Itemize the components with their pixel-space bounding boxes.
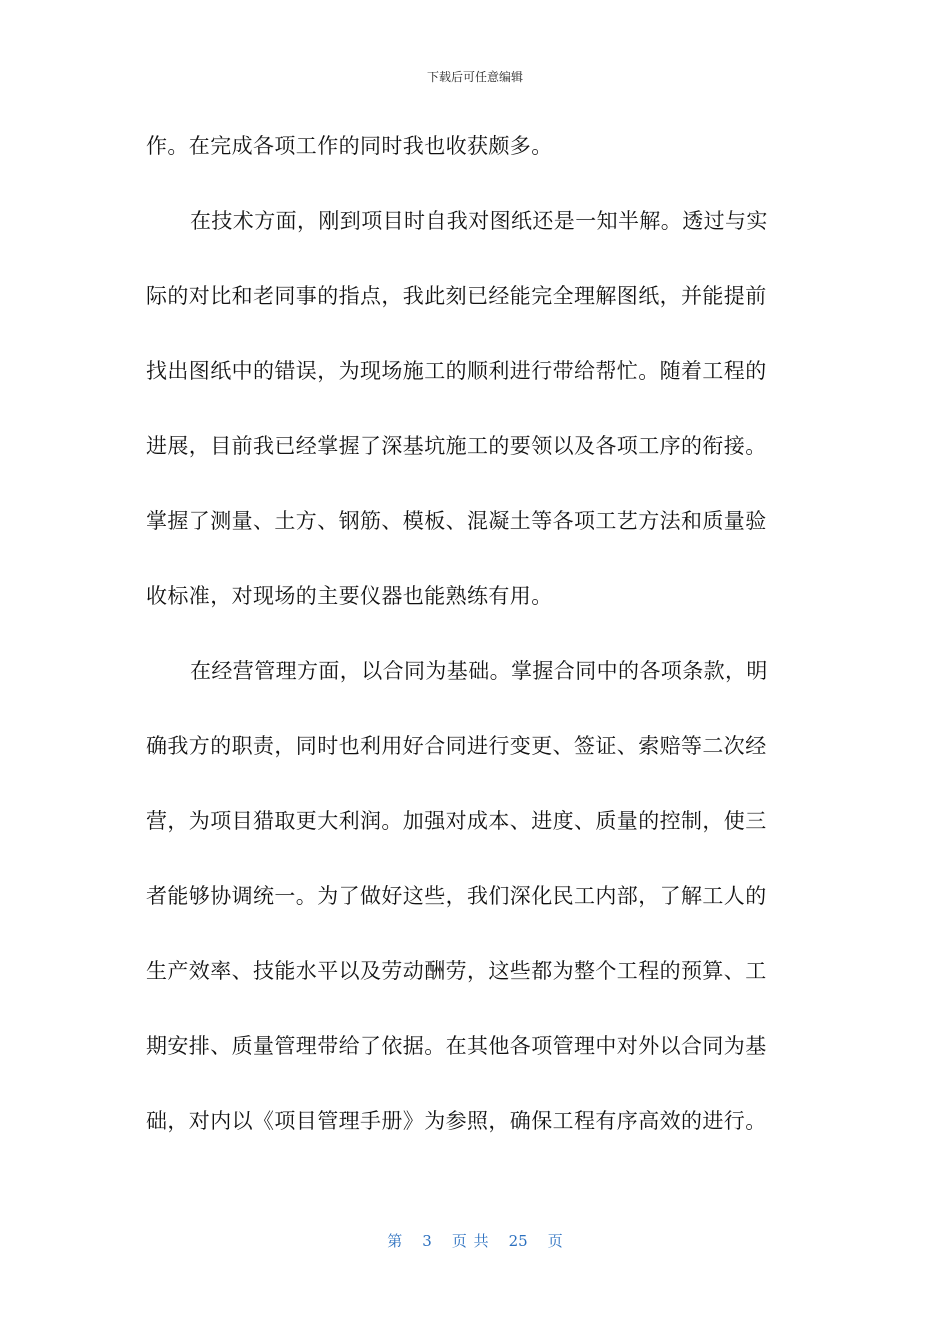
text-line-13: 期安排、质量管理带给了依据。在其他各项管理中对外以合同为基 [146, 1034, 767, 1058]
text-line-14: 础，对内以《项目管理手册》为参照，确保工程有序高效的进行。 [146, 1109, 767, 1133]
footer-page-number: 3 [422, 1232, 432, 1250]
text-line-11: 者能够协调统一。为了做好这些，我们深化民工内部，了解工人的 [146, 884, 767, 908]
text-line-8: 在经营管理方面，以合同为基础。掌握合同中的各项条款，明 [190, 659, 768, 683]
footer-total-pages: 25 [508, 1232, 528, 1250]
footer-page-mid: 页 共 [451, 1232, 489, 1250]
text-line-3: 际的对比和老同事的指点，我此刻已经能完全理解图纸，并能提前 [146, 284, 767, 308]
footer-page-prefix: 第 [387, 1232, 403, 1250]
text-line-2: 在技术方面，刚到项目时自我对图纸还是一知半解。透过与实 [190, 209, 768, 233]
text-line-9: 确我方的职责，同时也利用好合同进行变更、签证、索赔等二次经 [146, 734, 767, 758]
text-line-4: 找出图纸中的错误，为现场施工的顺利进行带给帮忙。随着工程的 [146, 359, 767, 383]
text-line-6: 掌握了测量、土方、钢筋、模板、混凝土等各项工艺方法和质量验 [146, 509, 767, 533]
page-header: 下载后可任意编辑 [426, 70, 523, 84]
text-line-1: 作。在完成各项工作的同时我也收获颇多。 [146, 134, 553, 158]
text-line-10: 营，为项目猎取更大利润。加强对成本、进度、质量的控制，使三 [146, 809, 767, 833]
text-line-5: 进展，目前我已经掌握了深基坑施工的要领以及各项工序的衔接。 [146, 434, 767, 458]
text-line-12: 生产效率、技能水平以及劳动酬劳，这些都为整个工程的预算、工 [146, 959, 767, 983]
footer-page-suffix: 页 [547, 1232, 563, 1250]
page-footer [0, 1230, 950, 1251]
text-line-7: 收标准，对现场的主要仪器也能熟练有用。 [146, 584, 553, 608]
document-body [146, 128, 796, 1178]
